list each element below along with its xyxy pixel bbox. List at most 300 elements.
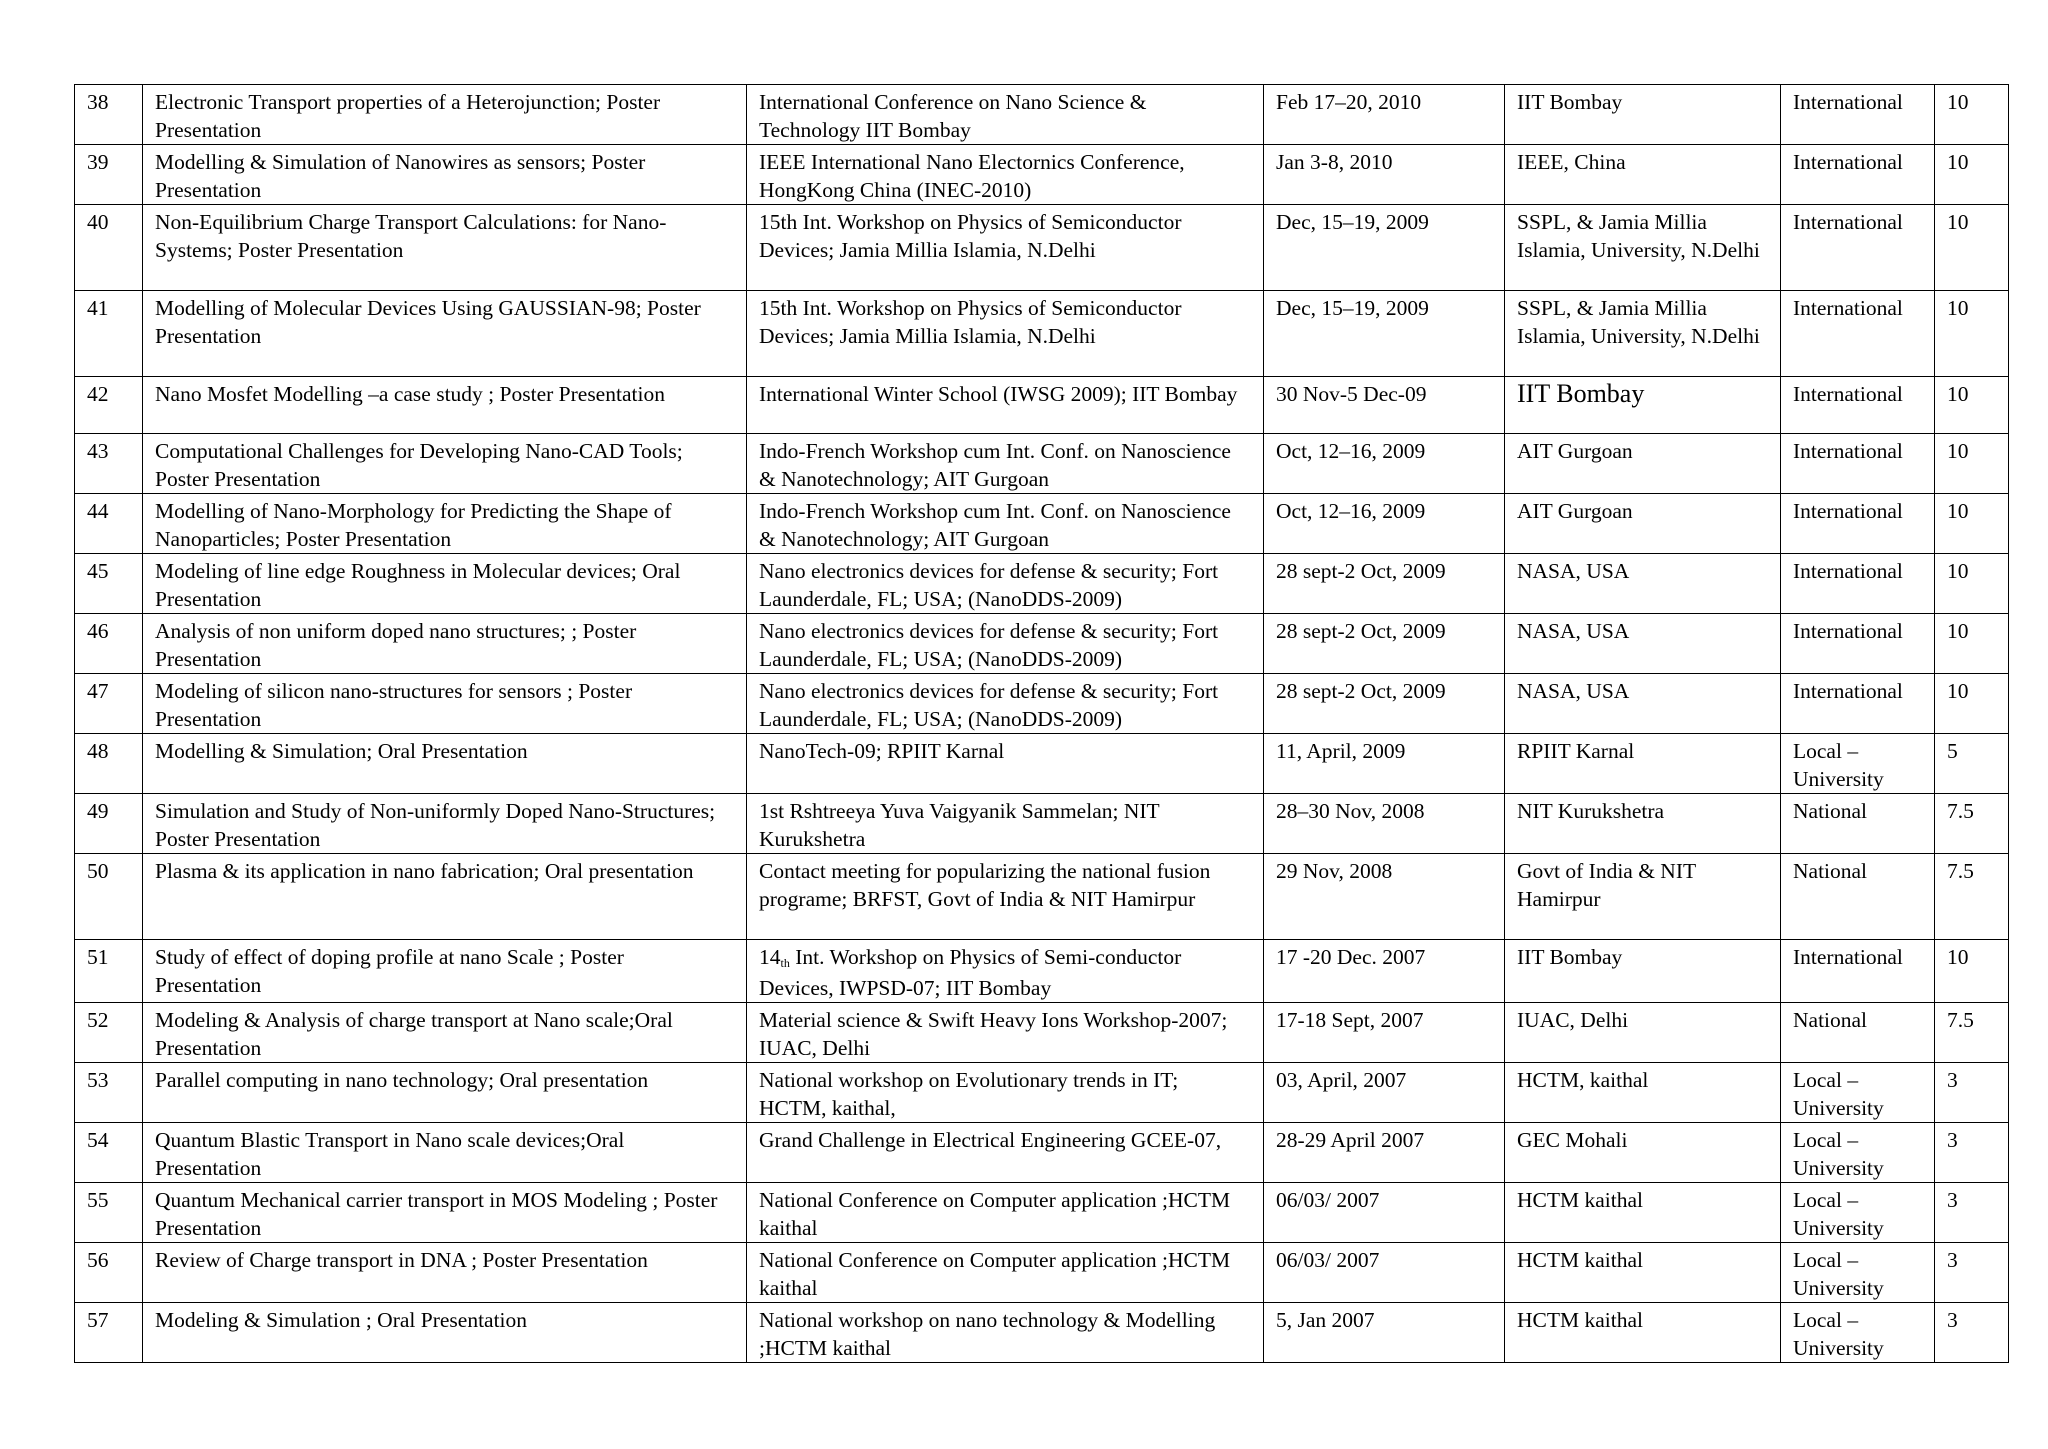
organizer-cell [1505,1303,1781,1363]
organizer: NIT Kurukshetra [1517,799,1665,823]
event-level-cell [1781,1063,1935,1123]
paper-title-cell [143,1303,747,1363]
event-name: 1st Rshtreeya Yuva Vaigyanik Sammelan; NIT Kurukshetra [759,799,1160,851]
credit-points-cell [1935,674,2009,734]
event-level: Local – University [1793,739,1884,791]
paper-title: Computational Challenges for Developing Nano-CAD Tools; Poster Presentation [155,439,683,491]
credit-points-cell [1935,434,2009,494]
event-level: National [1793,1008,1868,1032]
event-name-cell [747,1243,1264,1303]
paper-title: Modeling of line edge Roughness in Molecular devices; Oral Presentation [155,559,681,611]
event-level-cell [1781,1243,1935,1303]
organizer-cell [1505,85,1781,145]
row-number: 56 [87,1248,109,1272]
event-level: International [1793,210,1903,234]
event-level: Local – University [1793,1068,1884,1120]
event-name-cell [747,1183,1264,1243]
event-name-cell [747,1303,1264,1363]
row-number-cell [75,434,143,494]
credit-points-cell [1935,854,2009,940]
event-level: International [1793,559,1903,583]
table-row [75,854,2009,940]
row-number: 50 [87,859,109,883]
event-name: National Conference on Computer application ;HCTM kaithal [759,1248,1231,1300]
event-date-cell [1264,794,1505,854]
table-row [75,674,2009,734]
event-level-cell [1781,734,1935,794]
event-date: Oct, 12–16, 2009 [1276,439,1426,463]
organizer-cell [1505,291,1781,377]
event-ordinal: 14 [759,945,781,969]
organizer-cell [1505,854,1781,940]
organizer-cell [1505,377,1781,434]
credit-points-cell [1935,1063,2009,1123]
credit-points-cell [1935,554,2009,614]
paper-title-cell [143,854,747,940]
organizer: NASA, USA [1517,619,1630,643]
table-row [75,145,2009,205]
event-date: Dec, 15–19, 2009 [1276,210,1429,234]
organizer-cell [1505,434,1781,494]
paper-title-cell [143,205,747,291]
paper-title-cell [143,674,747,734]
paper-title-cell [143,940,747,1003]
event-level: Local – University [1793,1128,1884,1180]
event-date-cell [1264,734,1505,794]
event-date: 30 Nov-5 Dec-09 [1276,382,1427,406]
event-level-cell [1781,145,1935,205]
row-number-cell [75,1303,143,1363]
event-date: 29 Nov, 2008 [1276,859,1393,883]
event-date-cell [1264,854,1505,940]
event-level-cell [1781,377,1935,434]
row-number-cell [75,291,143,377]
organizer-cell [1505,1003,1781,1063]
row-number-cell [75,1243,143,1303]
paper-title: Study of effect of doping profile at nano Scale ; Poster Presentation [155,945,624,997]
paper-title-cell [143,145,747,205]
paper-title-cell [143,614,747,674]
credit-points: 7.5 [1947,859,1974,883]
event-level-cell [1781,1303,1935,1363]
event-date-cell [1264,291,1505,377]
row-number: 53 [87,1068,109,1092]
table-row [75,554,2009,614]
organizer: IUAC, Delhi [1517,1008,1629,1032]
event-name-cell [747,1003,1264,1063]
organizer: SSPL, & Jamia Millia Islamia, University, N.Delhi [1517,296,1760,348]
row-number-cell [75,1003,143,1063]
credit-points-cell [1935,205,2009,291]
paper-title: Modeling of silicon nano-structures for sensors ; Poster Presentation [155,679,633,731]
credit-points: 10 [1947,150,1969,174]
event-name: Indo-French Workshop cum Int. Conf. on Nanoscience & Nanotechnology; AIT Gurgoan [759,439,1231,491]
event-date: 28 sept-2 Oct, 2009 [1276,619,1446,643]
event-name: IEEE International Nano Electornics Conference, HongKong China (INEC-2010) [759,150,1185,202]
event-level: Local – University [1793,1248,1884,1300]
row-number: 51 [87,945,109,969]
event-name-cell [747,794,1264,854]
event-level: International [1793,439,1903,463]
event-level: International [1793,679,1903,703]
event-level: International [1793,382,1903,406]
row-number: 47 [87,679,109,703]
organizer: HCTM, kaithal [1517,1068,1649,1092]
row-number: 49 [87,799,109,823]
credit-points: 10 [1947,210,1969,234]
credit-points: 10 [1947,382,1969,406]
paper-title: Analysis of non uniform doped nano structures; ; Poster Presentation [155,619,637,671]
event-name-cell [747,494,1264,554]
paper-title: Quantum Blastic Transport in Nano scale devices;Oral Presentation [155,1128,625,1180]
credit-points: 10 [1947,945,1969,969]
credit-points: 10 [1947,559,1969,583]
row-number: 48 [87,739,109,763]
table-row [75,205,2009,291]
event-date: 17-18 Sept, 2007 [1276,1008,1424,1032]
organizer: NASA, USA [1517,679,1630,703]
event-name: National Conference on Computer application ;HCTM kaithal [759,1188,1231,1240]
credit-points-cell [1935,1123,2009,1183]
credit-points-cell [1935,145,2009,205]
table-row [75,794,2009,854]
organizer-cell [1505,205,1781,291]
credit-points: 3 [1947,1068,1958,1092]
event-date-cell [1264,494,1505,554]
event-ordinal-suffix: th [780,956,790,970]
row-number-cell [75,85,143,145]
credit-points-cell [1935,1183,2009,1243]
event-date: 11, April, 2009 [1276,739,1406,763]
organizer-cell [1505,1183,1781,1243]
credit-points: 5 [1947,739,1958,763]
organizer: SSPL, & Jamia Millia Islamia, University, N.Delhi [1517,210,1760,262]
organizer-cell [1505,1063,1781,1123]
row-number: 39 [87,150,109,174]
event-name: International Conference on Nano Science & Technology IIT Bombay [759,90,1147,142]
event-level: International [1793,619,1903,643]
table-row [75,1003,2009,1063]
credit-points: 10 [1947,619,1969,643]
table-row [75,291,2009,377]
row-number-cell [75,734,143,794]
organizer: AIT Gurgoan [1517,499,1633,523]
credit-points-cell [1935,494,2009,554]
event-name-cell [747,205,1264,291]
event-name: Contact meeting for popularizing the national fusion programe; BRFST, Govt of India & NIT Hamirpur [759,859,1211,911]
organizer-cell [1505,1243,1781,1303]
credit-points-cell [1935,794,2009,854]
row-number: 41 [87,296,109,320]
event-date-cell [1264,940,1505,1003]
organizer: GEC Mohali [1517,1128,1628,1152]
credit-points-cell [1935,291,2009,377]
paper-title-cell [143,554,747,614]
event-name-cell [747,854,1264,940]
table-row [75,1063,2009,1123]
event-name-cell [747,614,1264,674]
credit-points-cell [1935,734,2009,794]
event-name: 15th Int. Workshop on Physics of Semiconductor Devices; Jamia Millia Islamia, N.Delhi [759,210,1182,262]
paper-title-cell [143,1003,747,1063]
row-number: 44 [87,499,109,523]
credit-points-cell [1935,85,2009,145]
event-level-cell [1781,854,1935,940]
paper-title-cell [143,794,747,854]
organizer: HCTM kaithal [1517,1308,1643,1332]
paper-title: Plasma & its application in nano fabrication; Oral presentation [155,859,694,883]
credit-points-cell [1935,1303,2009,1363]
event-date: Oct, 12–16, 2009 [1276,499,1426,523]
credit-points: 3 [1947,1188,1958,1212]
organizer-cell [1505,145,1781,205]
row-number-cell [75,1063,143,1123]
event-level: Local – University [1793,1188,1884,1240]
paper-title: Simulation and Study of Non-uniformly Doped Nano-Structures; Poster Presentation [155,799,716,851]
event-date-cell [1264,377,1505,434]
table-row [75,434,2009,494]
row-number-cell [75,1123,143,1183]
organizer-cell [1505,494,1781,554]
paper-title-cell [143,1063,747,1123]
event-date: 06/03/ 2007 [1276,1188,1380,1212]
credit-points: 10 [1947,499,1969,523]
organizer: IEEE, China [1517,150,1626,174]
event-date-cell [1264,434,1505,494]
event-date: 17 -20 Dec. 2007 [1276,945,1426,969]
organizer-cell [1505,554,1781,614]
row-number: 55 [87,1188,109,1212]
row-number: 38 [87,90,109,114]
paper-title: Review of Charge transport in DNA ; Poster Presentation [155,1248,648,1272]
event-name: National workshop on Evolutionary trends in IT; HCTM, kaithal, [759,1068,1179,1120]
credit-points-cell [1935,614,2009,674]
event-date: 28 sept-2 Oct, 2009 [1276,559,1446,583]
credit-points: 7.5 [1947,1008,1974,1032]
credit-points-cell [1935,1243,2009,1303]
event-date: Jan 3-8, 2010 [1276,150,1393,174]
paper-title: Modeling & Simulation ; Oral Presentation [155,1308,528,1332]
organizer: HCTM kaithal [1517,1248,1643,1272]
row-number-cell [75,145,143,205]
table-row [75,1303,2009,1363]
event-name: Material science & Swift Heavy Ions Workshop-2007; IUAC, Delhi [759,1008,1228,1060]
event-name-cell [747,85,1264,145]
row-number: 40 [87,210,109,234]
row-number-cell [75,494,143,554]
table-row [75,85,2009,145]
event-date: 28-29 April 2007 [1276,1128,1425,1152]
event-level-cell [1781,554,1935,614]
event-level: International [1793,150,1903,174]
table-row [75,940,2009,1003]
paper-title-cell [143,1183,747,1243]
event-level: National [1793,859,1868,883]
paper-title-cell [143,377,747,434]
row-number: 57 [87,1308,109,1332]
event-name: Grand Challenge in Electrical Engineering GCEE-07, [759,1128,1222,1152]
event-level: International [1793,499,1903,523]
event-name: Nano electronics devices for defense & security; Fort Launderdale, FL; USA; (NanoDDS-2009) [759,679,1219,731]
paper-title: Non-Equilibrium Charge Transport Calculations: for Nano-Systems; Poster Presentation [155,210,667,262]
organizer: NASA, USA [1517,559,1630,583]
paper-title: Parallel computing in nano technology; Oral presentation [155,1068,649,1092]
row-number: 52 [87,1008,109,1032]
event-name-cell [747,1123,1264,1183]
organizer-cell [1505,794,1781,854]
event-level: International [1793,296,1903,320]
event-level-cell [1781,1183,1935,1243]
row-number: 42 [87,382,109,406]
event-date: Feb 17–20, 2010 [1276,90,1422,114]
organizer: HCTM kaithal [1517,1188,1643,1212]
event-date: 03, April, 2007 [1276,1068,1407,1092]
credit-points: 3 [1947,1128,1958,1152]
event-name: Indo-French Workshop cum Int. Conf. on Nanoscience & Nanotechnology; AIT Gurgoan [759,499,1231,551]
paper-title: Nano Mosfet Modelling –a case study ; Poster Presentation [155,382,665,406]
paper-title-cell [143,1123,747,1183]
event-level-cell [1781,614,1935,674]
event-name-cell [747,734,1264,794]
table-row [75,1123,2009,1183]
event-name-cell [747,674,1264,734]
paper-title: Electronic Transport properties of a Heterojunction; Poster Presentation [155,90,661,142]
event-level-cell [1781,291,1935,377]
event-name-cell [747,377,1264,434]
event-level-cell [1781,794,1935,854]
event-level-cell [1781,434,1935,494]
row-number-cell [75,854,143,940]
row-number-cell [75,377,143,434]
paper-title: Modelling of Molecular Devices Using GAUSSIAN-98; Poster Presentation [155,296,701,348]
row-number-cell [75,1183,143,1243]
event-date-cell [1264,1063,1505,1123]
organizer-cell [1505,614,1781,674]
event-date-cell [1264,554,1505,614]
organizer: RPIIT Karnal [1517,739,1635,763]
organizer: IIT Bombay [1517,945,1623,969]
event-level: Local – University [1793,1308,1884,1360]
event-date-cell [1264,205,1505,291]
row-number-cell [75,205,143,291]
organizer: AIT Gurgoan [1517,439,1633,463]
event-date: 28–30 Nov, 2008 [1276,799,1425,823]
event-level: International [1793,945,1903,969]
event-name: NanoTech-09; RPIIT Karnal [759,739,1005,763]
event-name: National workshop on nano technology & Modelling ;HCTM kaithal [759,1308,1216,1360]
table-row [75,377,2009,434]
credit-points: 10 [1947,439,1969,463]
event-name-cell [747,940,1264,1003]
organizer: Govt of India & NIT Hamirpur [1517,859,1696,911]
event-name-text: Int. Workshop on Physics of Semi-conductor Devices, IWPSD-07; IIT Bombay [759,945,1182,1000]
event-date-cell [1264,1243,1505,1303]
event-level-cell [1781,940,1935,1003]
table-row [75,1243,2009,1303]
event-level-cell [1781,1003,1935,1063]
row-number: 46 [87,619,109,643]
event-name-cell [747,554,1264,614]
event-name: Nano electronics devices for defense & security; Fort Launderdale, FL; USA; (NanoDDS-2009) [759,559,1219,611]
row-number-cell [75,614,143,674]
paper-title: Modelling of Nano-Morphology for Predicting the Shape of Nanoparticles; Poster Presentation [155,499,672,551]
credit-points-cell [1935,1003,2009,1063]
paper-title-cell [143,434,747,494]
event-date-cell [1264,85,1505,145]
event-date: Dec, 15–19, 2009 [1276,296,1429,320]
event-level: National [1793,799,1868,823]
event-date-cell [1264,1303,1505,1363]
event-date: 5, Jan 2007 [1276,1308,1375,1332]
table-row [75,494,2009,554]
row-number-cell [75,554,143,614]
paper-title: Modeling & Analysis of charge transport at Nano scale;Oral Presentation [155,1008,673,1060]
row-number-cell [75,794,143,854]
credit-points-cell [1935,940,2009,1003]
event-name-cell [747,434,1264,494]
event-level-cell [1781,494,1935,554]
event-date-cell [1264,674,1505,734]
credit-points: 7.5 [1947,799,1974,823]
row-number: 45 [87,559,109,583]
event-date-cell [1264,1123,1505,1183]
paper-title-cell [143,291,747,377]
paper-title: Modelling & Simulation of Nanowires as sensors; Poster Presentation [155,150,646,202]
organizer-cell [1505,940,1781,1003]
event-name: International Winter School (IWSG 2009); IIT Bombay [759,382,1238,406]
paper-title: Quantum Mechanical carrier transport in MOS Modeling ; Poster Presentation [155,1188,718,1240]
organizer: IIT Bombay [1517,379,1645,408]
event-date-cell [1264,1003,1505,1063]
publications-table [74,84,2009,1363]
row-number: 43 [87,439,109,463]
paper-title-cell [143,494,747,554]
event-level-cell [1781,205,1935,291]
event-level-cell [1781,1123,1935,1183]
row-number: 54 [87,1128,109,1152]
table-row [75,734,2009,794]
table-row [75,614,2009,674]
credit-points: 10 [1947,90,1969,114]
paper-title-cell [143,1243,747,1303]
table-row [75,1183,2009,1243]
row-number-cell [75,674,143,734]
event-date: 28 sept-2 Oct, 2009 [1276,679,1446,703]
organizer-cell [1505,734,1781,794]
organizer: IIT Bombay [1517,90,1623,114]
event-name: Nano electronics devices for defense & security; Fort Launderdale, FL; USA; (NanoDDS-2009) [759,619,1219,671]
event-date: 06/03/ 2007 [1276,1248,1380,1272]
paper-title-cell [143,734,747,794]
event-level-cell [1781,674,1935,734]
event-name-cell [747,145,1264,205]
organizer-cell [1505,1123,1781,1183]
event-name: 15th Int. Workshop on Physics of Semiconductor Devices; Jamia Millia Islamia, N.Delhi [759,296,1182,348]
row-number-cell [75,940,143,1003]
credit-points: 10 [1947,679,1969,703]
paper-title: Modelling & Simulation; Oral Presentation [155,739,528,763]
credit-points-cell [1935,377,2009,434]
credit-points: 3 [1947,1308,1958,1332]
event-level-cell [1781,85,1935,145]
credit-points: 10 [1947,296,1969,320]
event-date-cell [1264,145,1505,205]
event-date-cell [1264,614,1505,674]
event-level: International [1793,90,1903,114]
organizer-cell [1505,674,1781,734]
credit-points: 3 [1947,1248,1958,1272]
paper-title-cell [143,85,747,145]
